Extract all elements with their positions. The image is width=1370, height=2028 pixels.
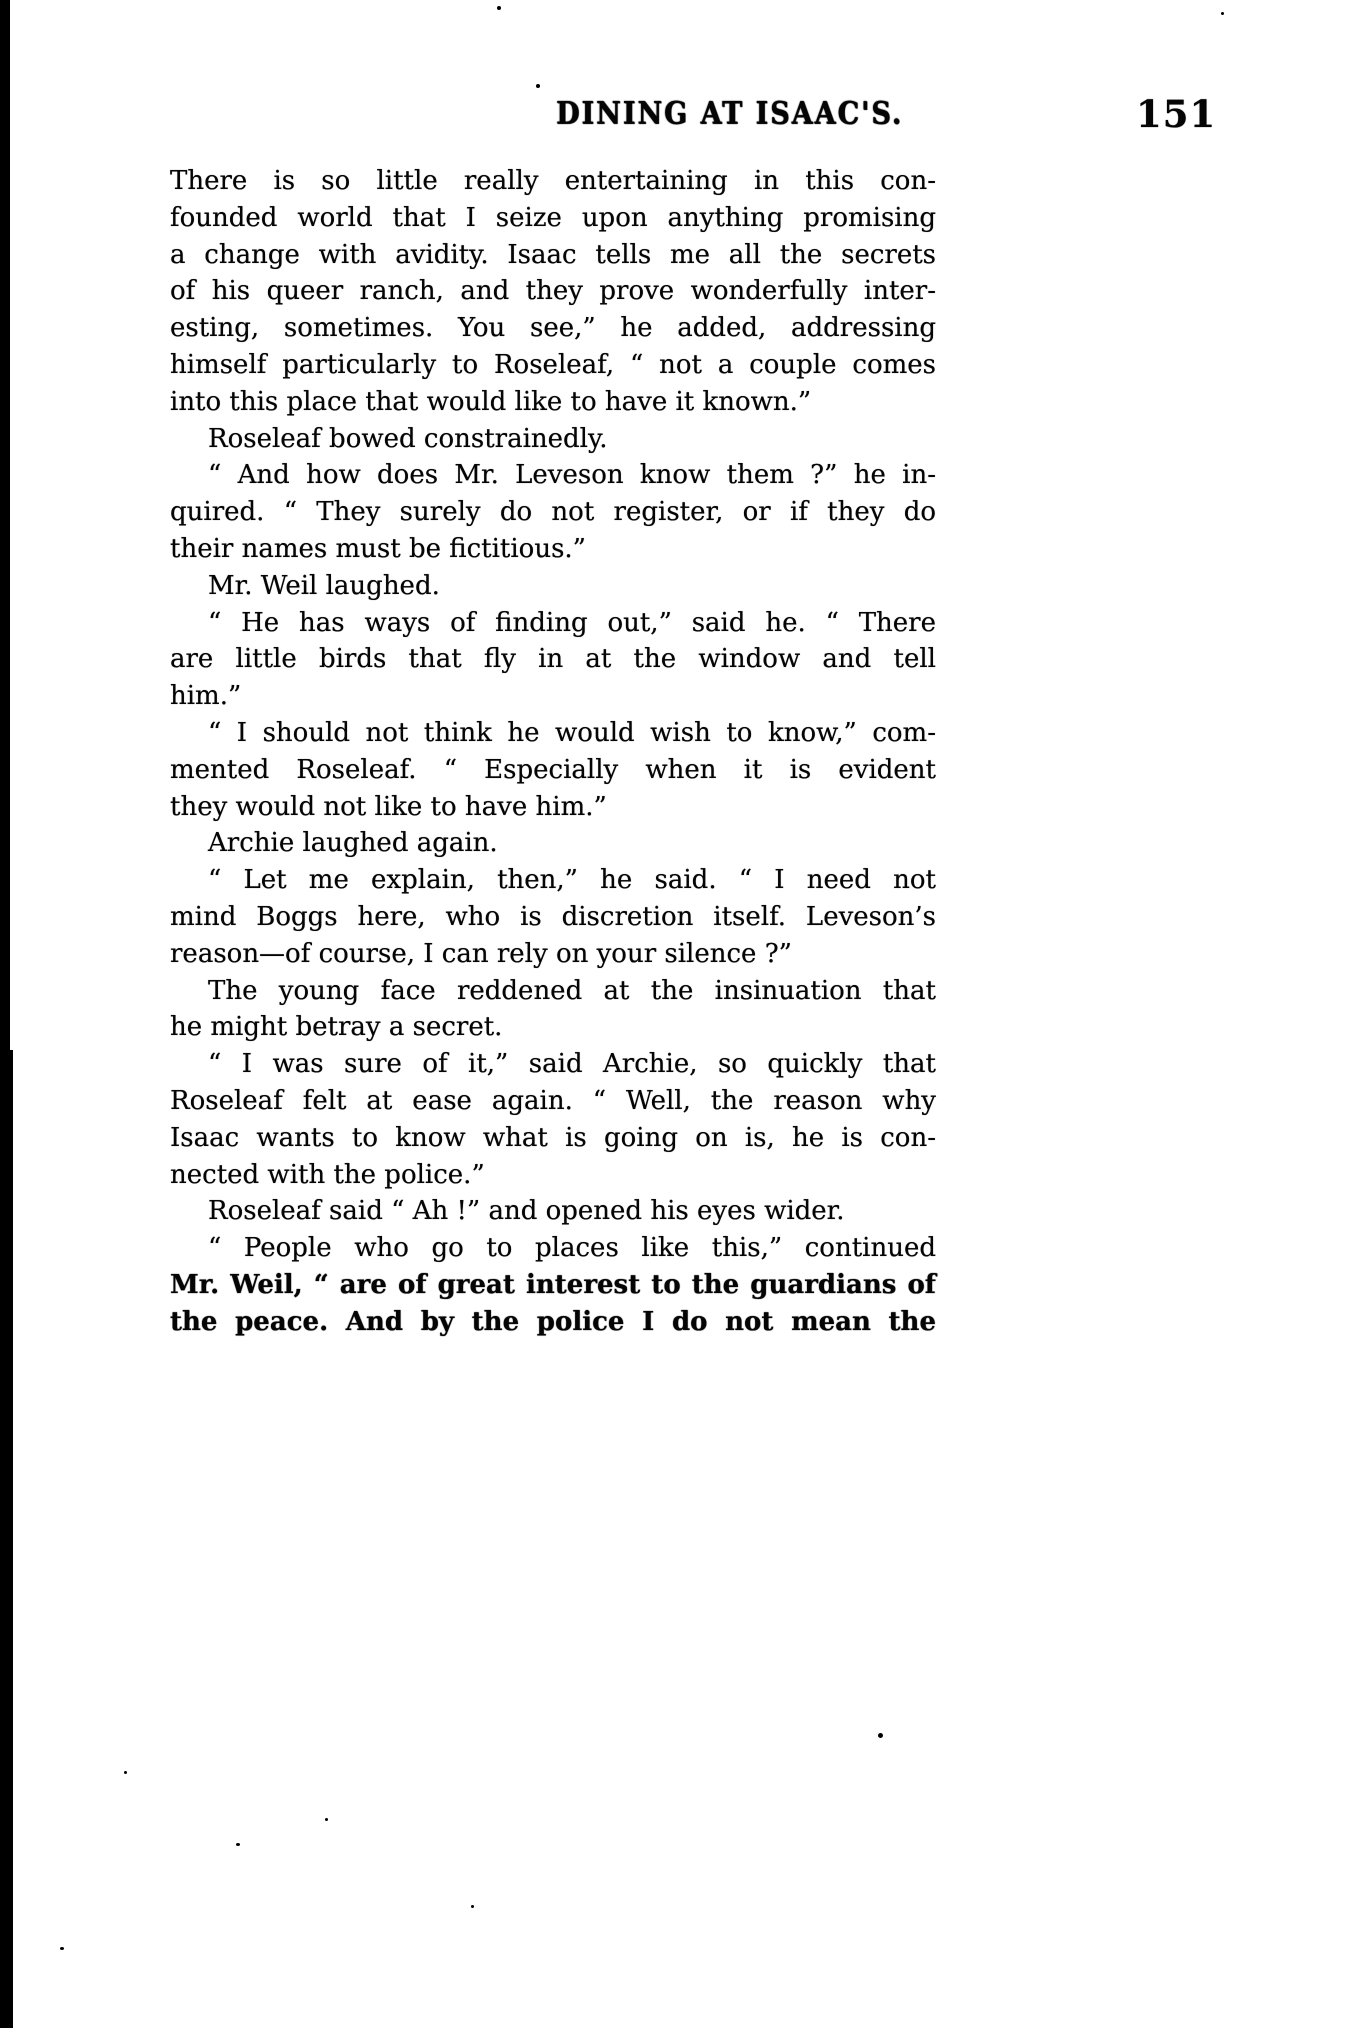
scan-speck bbox=[536, 84, 540, 88]
text-line: There is so little really entertaining in this con- bbox=[170, 166, 936, 196]
scan-speck bbox=[1221, 12, 1224, 15]
running-title: DINING AT ISAAC'S. bbox=[556, 96, 904, 132]
text-line: the peace. And by the police I do not mean the bbox=[170, 1306, 936, 1337]
text-line: nected with the police.” bbox=[170, 1159, 485, 1190]
text-line: they would not like to have him.” bbox=[170, 791, 607, 822]
scan-speck bbox=[325, 1818, 328, 1821]
text-line: Archie laughed again. bbox=[208, 828, 498, 859]
body-text bbox=[170, 163, 936, 1341]
text-line: mind Boggs here, who is discretion itself. Leveson’s bbox=[170, 901, 936, 932]
text-line: their names must be fictitious.” bbox=[170, 533, 586, 564]
scan-speck bbox=[878, 1733, 883, 1738]
text-line: are little birds that fly in at the window and tell bbox=[170, 644, 936, 675]
text-line: of his queer ranch, and they prove wonderfully inter- bbox=[170, 276, 936, 307]
text-line: The young face reddened at the insinuation that bbox=[208, 975, 936, 1006]
text-line: mented Roseleaf. “ Especially when it is evident bbox=[170, 754, 936, 785]
text-line: quired. “ They surely do not register, or if they do bbox=[170, 497, 936, 528]
text-line: himself particularly to Roseleaf, “ not a couple comes bbox=[170, 349, 936, 380]
text-line: “ Let me explain, then,” he said. “ I need not bbox=[208, 865, 936, 896]
scan-speck bbox=[124, 1771, 127, 1774]
text-line: “ And how does Mr. Leveson know them ?” he in- bbox=[208, 460, 936, 491]
scan-speck bbox=[236, 1843, 240, 1846]
text-line: a change with avidity. Isaac tells me all the secrets bbox=[170, 239, 936, 270]
text-line: reason—of course, I can rely on your silence ?” bbox=[170, 938, 792, 969]
text-line: he might betray a secret. bbox=[170, 1012, 503, 1043]
scan-speck bbox=[60, 1947, 64, 1950]
text-line: “ I should not think he would wish to know,” com- bbox=[208, 717, 936, 748]
scan-edge-artifact bbox=[0, 0, 10, 2028]
text-line: Roseleaf bowed constrainedly. bbox=[208, 423, 608, 454]
text-line: “ People who go to places like this,” continued bbox=[208, 1233, 936, 1264]
text-line: Roseleaf felt at ease again. “ Well, the reason why bbox=[170, 1085, 936, 1116]
text-line: Roseleaf said “ Ah !” and opened his eyes wider. bbox=[208, 1196, 845, 1227]
text-line: esting, sometimes. You see,” he added, addressing bbox=[170, 313, 936, 344]
text-line: Mr. Weil, “ are of great interest to the guardians of bbox=[170, 1269, 936, 1300]
text-line: founded world that I seize upon anything promising bbox=[170, 202, 936, 233]
text-line: “ He has ways of finding out,” said he. “ There bbox=[208, 607, 936, 638]
text-line: Isaac wants to know what is going on is, he is con- bbox=[170, 1122, 936, 1153]
text-line: Mr. Weil laughed. bbox=[208, 570, 440, 601]
scan-speck bbox=[471, 1905, 474, 1908]
text-line: “ I was sure of it,” said Archie, so quickly that bbox=[208, 1049, 936, 1080]
scan-speck bbox=[497, 6, 501, 10]
text-line: him.” bbox=[170, 681, 242, 712]
text-line: into this place that would like to have it known.” bbox=[170, 386, 812, 417]
page-number: 151 bbox=[1136, 92, 1217, 136]
